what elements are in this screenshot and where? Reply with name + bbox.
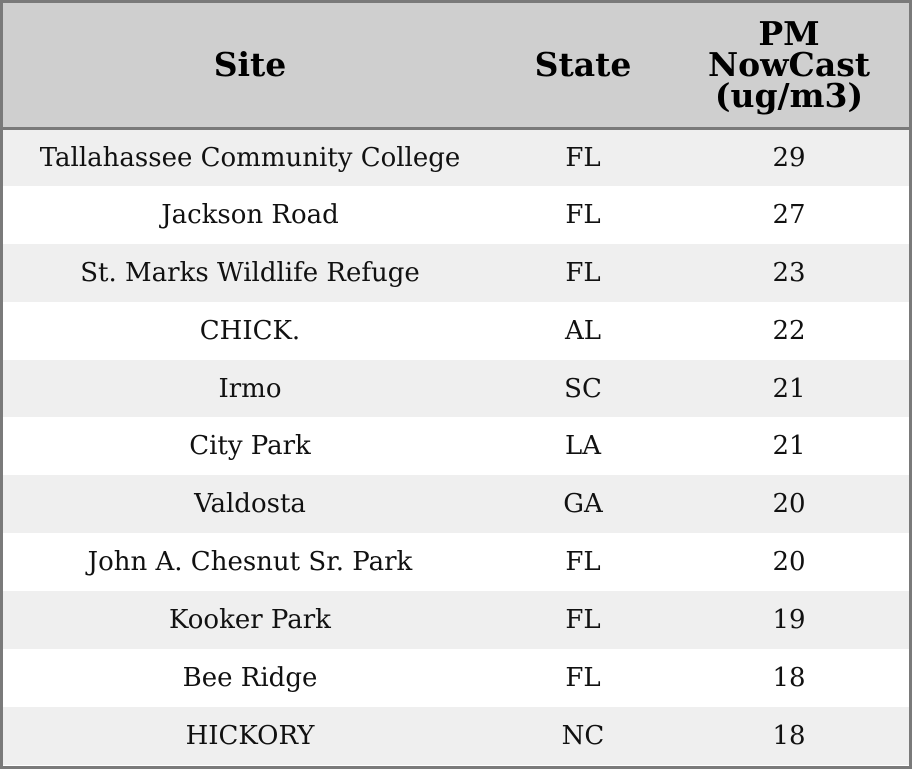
cell-pm-value: 23 [772,257,806,288]
table-body [3,128,909,765]
cell-pm-value: 18 [772,720,806,751]
column-header-state: State [497,3,669,128]
table-header [3,3,909,128]
pm-nowcast-table [3,3,909,765]
cell-pm-value: 22 [772,315,806,346]
cell-state: LA [564,431,602,462]
cell-site: John A. Chesnut Sr. Park [87,547,413,578]
cell-pm-value: 20 [772,489,806,520]
cell-site: Jackson Road [161,199,339,230]
cell-state: FL [565,257,601,288]
cell-pm-value: 20 [772,547,806,578]
column-header-pm-nowcast [669,3,909,128]
column-header-site: Site [3,3,497,128]
table-row [3,302,909,360]
cell-site: CHICK. [199,315,301,346]
table-row [3,707,909,765]
table-row [3,360,909,418]
cell-site: Irmo [218,373,282,404]
table-row [3,533,909,591]
table-row [3,186,909,244]
cell-state: SC [564,373,602,404]
header-row [3,3,909,128]
cell-pm-value: 29 [772,142,806,173]
cell-state: FL [565,547,601,578]
cell-site: Valdosta [194,489,306,520]
cell-state: FL [565,142,601,173]
cell-pm-value: 21 [772,431,806,462]
cell-site: St. Marks Wildlife Refuge [80,257,420,288]
cell-site: City Park [189,431,311,462]
cell-state: FL [565,605,601,636]
column-header-pm-line-1: PM [758,14,820,54]
cell-state: GA [563,489,603,520]
table-row [3,475,909,533]
column-header-pm-line-3: (ug/m3) [714,76,864,116]
cell-site: HICKORY [185,720,315,751]
cell-state: FL [565,199,601,230]
cell-state: NC [561,720,605,751]
table-row [3,649,909,707]
table-row [3,417,909,475]
cell-pm-value: 27 [772,199,806,230]
cell-site: Tallahassee Community College [39,142,461,173]
cell-pm-value: 18 [772,662,806,693]
cell-site: Bee Ridge [182,662,318,693]
cell-pm-value: 21 [772,373,806,404]
table-row [3,591,909,649]
cell-state: FL [565,662,601,693]
table-row [3,244,909,302]
column-header-pm-line-2: NowCast [707,45,871,85]
cell-site: Kooker Park [169,605,331,636]
cell-pm-value: 19 [772,605,806,636]
cell-state: AL [564,315,602,346]
table-row [3,128,909,186]
